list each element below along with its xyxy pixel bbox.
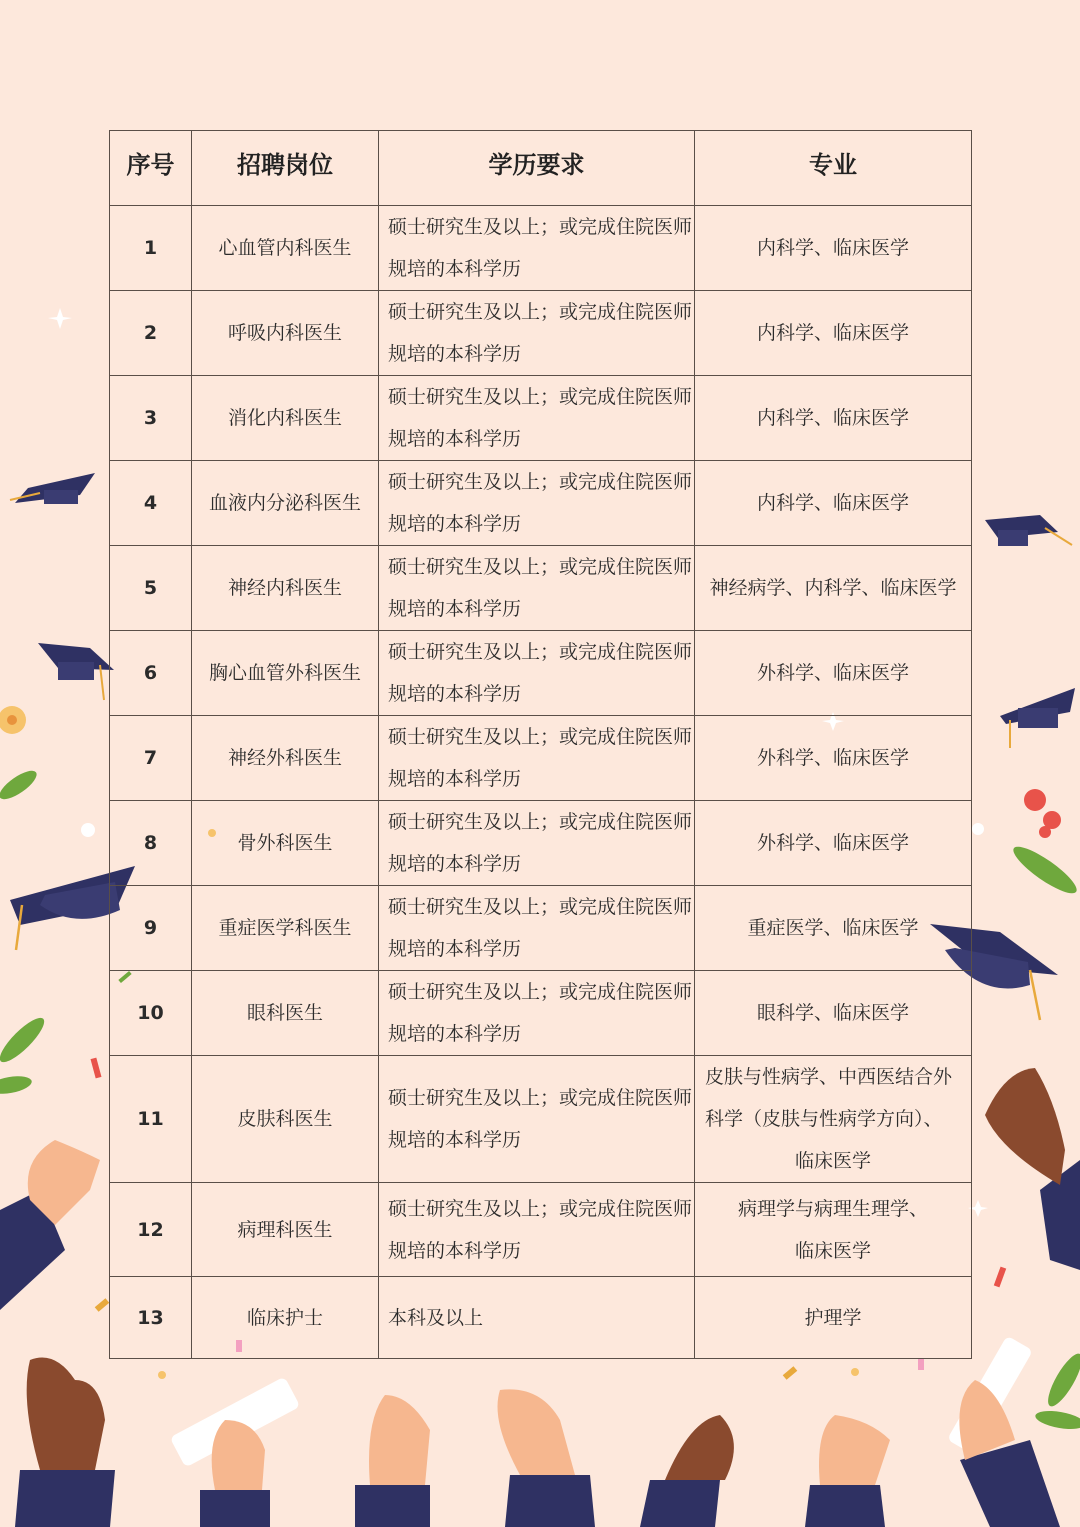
row-major: 外科学、临床医学 bbox=[695, 801, 972, 886]
row-number: 13 bbox=[110, 1277, 192, 1359]
row-number: 9 bbox=[110, 886, 192, 971]
row-education: 硕士研究生及以上；或完成住院医师 规培的本科学历 bbox=[379, 1183, 695, 1277]
row-number: 11 bbox=[110, 1056, 192, 1183]
row-education: 硕士研究生及以上；或完成住院医师 规培的本科学历 bbox=[379, 546, 695, 631]
raised-hand-icon bbox=[805, 1415, 890, 1527]
row-position: 呼吸内科医生 bbox=[192, 291, 379, 376]
row-number: 3 bbox=[110, 376, 192, 461]
row-position: 心血管内科医生 bbox=[192, 206, 379, 291]
row-education: 硕士研究生及以上；或完成住院医师 规培的本科学历 bbox=[379, 971, 695, 1056]
row-major: 外科学、临床医学 bbox=[695, 716, 972, 801]
header-position: 招聘岗位 bbox=[192, 131, 379, 206]
recruitment-table-container bbox=[109, 130, 971, 1359]
row-education: 本科及以上 bbox=[379, 1277, 695, 1359]
row-education: 硕士研究生及以上；或完成住院医师 规培的本科学历 bbox=[379, 461, 695, 546]
raised-hand-icon bbox=[640, 1415, 734, 1527]
table-row bbox=[110, 886, 972, 971]
table-row bbox=[110, 291, 972, 376]
table-row bbox=[110, 206, 972, 291]
row-position: 重症医学科医生 bbox=[192, 886, 379, 971]
table-row bbox=[110, 1056, 972, 1183]
row-position: 皮肤科医生 bbox=[192, 1056, 379, 1183]
row-number: 2 bbox=[110, 291, 192, 376]
mortarboard-icon bbox=[10, 473, 95, 504]
row-education: 硕士研究生及以上；或完成住院医师 规培的本科学历 bbox=[379, 291, 695, 376]
row-position: 神经外科医生 bbox=[192, 716, 379, 801]
raised-hand-icon bbox=[15, 1358, 115, 1527]
row-number: 5 bbox=[110, 546, 192, 631]
row-major: 神经病学、内科学、临床医学 bbox=[695, 546, 972, 631]
row-education: 硕士研究生及以上；或完成住院医师 规培的本科学历 bbox=[379, 716, 695, 801]
row-number: 8 bbox=[110, 801, 192, 886]
recruitment-table bbox=[109, 130, 972, 1359]
row-position: 病理科医生 bbox=[192, 1183, 379, 1277]
mortarboard-icon bbox=[1000, 688, 1075, 748]
raised-hand-icon bbox=[355, 1395, 430, 1527]
raised-hand-icon bbox=[985, 1068, 1080, 1270]
mortarboard-icon bbox=[985, 515, 1072, 546]
table-row bbox=[110, 971, 972, 1056]
table-row bbox=[110, 546, 972, 631]
row-major: 内科学、临床医学 bbox=[695, 461, 972, 546]
row-position: 神经内科医生 bbox=[192, 546, 379, 631]
table-row bbox=[110, 376, 972, 461]
row-major: 重症医学、临床医学 bbox=[695, 886, 972, 971]
leaf-icon bbox=[0, 766, 50, 1097]
diploma-icon bbox=[170, 1376, 301, 1467]
row-number: 12 bbox=[110, 1183, 192, 1277]
row-number: 4 bbox=[110, 461, 192, 546]
flower-icon bbox=[972, 789, 1061, 838]
row-major: 内科学、临床医学 bbox=[695, 291, 972, 376]
row-position: 临床护士 bbox=[192, 1277, 379, 1359]
raised-hand-icon bbox=[498, 1389, 596, 1527]
header-major: 专业 bbox=[695, 131, 972, 206]
table-row bbox=[110, 1183, 972, 1277]
raised-hand-icon bbox=[0, 1140, 100, 1310]
row-position: 骨外科医生 bbox=[192, 801, 379, 886]
row-education: 硕士研究生及以上；或完成住院医师 规培的本科学历 bbox=[379, 206, 695, 291]
raised-hand-icon bbox=[200, 1420, 270, 1527]
mortarboard-icon bbox=[38, 643, 114, 700]
table-row bbox=[110, 1277, 972, 1359]
row-education: 硕士研究生及以上；或完成住院医师 规培的本科学历 bbox=[379, 886, 695, 971]
row-position: 眼科医生 bbox=[192, 971, 379, 1056]
row-education: 硕士研究生及以上；或完成住院医师 规培的本科学历 bbox=[379, 801, 695, 886]
row-major: 眼科学、临床医学 bbox=[695, 971, 972, 1056]
row-major: 内科学、临床医学 bbox=[695, 376, 972, 461]
table-row bbox=[110, 631, 972, 716]
row-education: 硕士研究生及以上；或完成住院医师 规培的本科学历 bbox=[379, 631, 695, 716]
raised-hand-icon bbox=[959, 1380, 1060, 1527]
row-education: 硕士研究生及以上；或完成住院医师 规培的本科学历 bbox=[379, 376, 695, 461]
row-major: 内科学、临床医学 bbox=[695, 206, 972, 291]
row-education: 硕士研究生及以上；或完成住院医师 规培的本科学历 bbox=[379, 1056, 695, 1183]
header-index: 序号 bbox=[110, 131, 192, 206]
row-position: 血液内分泌科医生 bbox=[192, 461, 379, 546]
row-major: 皮肤与性病学、中西医结合外 科学（皮肤与性病学方向）、 临床医学 bbox=[695, 1056, 972, 1183]
leaf-icon bbox=[1008, 840, 1080, 1432]
table-row bbox=[110, 461, 972, 546]
row-position: 胸心血管外科医生 bbox=[192, 631, 379, 716]
table-row bbox=[110, 716, 972, 801]
row-major: 护理学 bbox=[695, 1277, 972, 1359]
row-major: 外科学、临床医学 bbox=[695, 631, 972, 716]
row-number: 1 bbox=[110, 206, 192, 291]
table-row bbox=[110, 801, 972, 886]
row-number: 7 bbox=[110, 716, 192, 801]
row-number: 10 bbox=[110, 971, 192, 1056]
row-major: 病理学与病理生理学、 临床医学 bbox=[695, 1183, 972, 1277]
table-header-row bbox=[110, 131, 972, 206]
row-position: 消化内科医生 bbox=[192, 376, 379, 461]
header-education: 学历要求 bbox=[379, 131, 695, 206]
row-number: 6 bbox=[110, 631, 192, 716]
